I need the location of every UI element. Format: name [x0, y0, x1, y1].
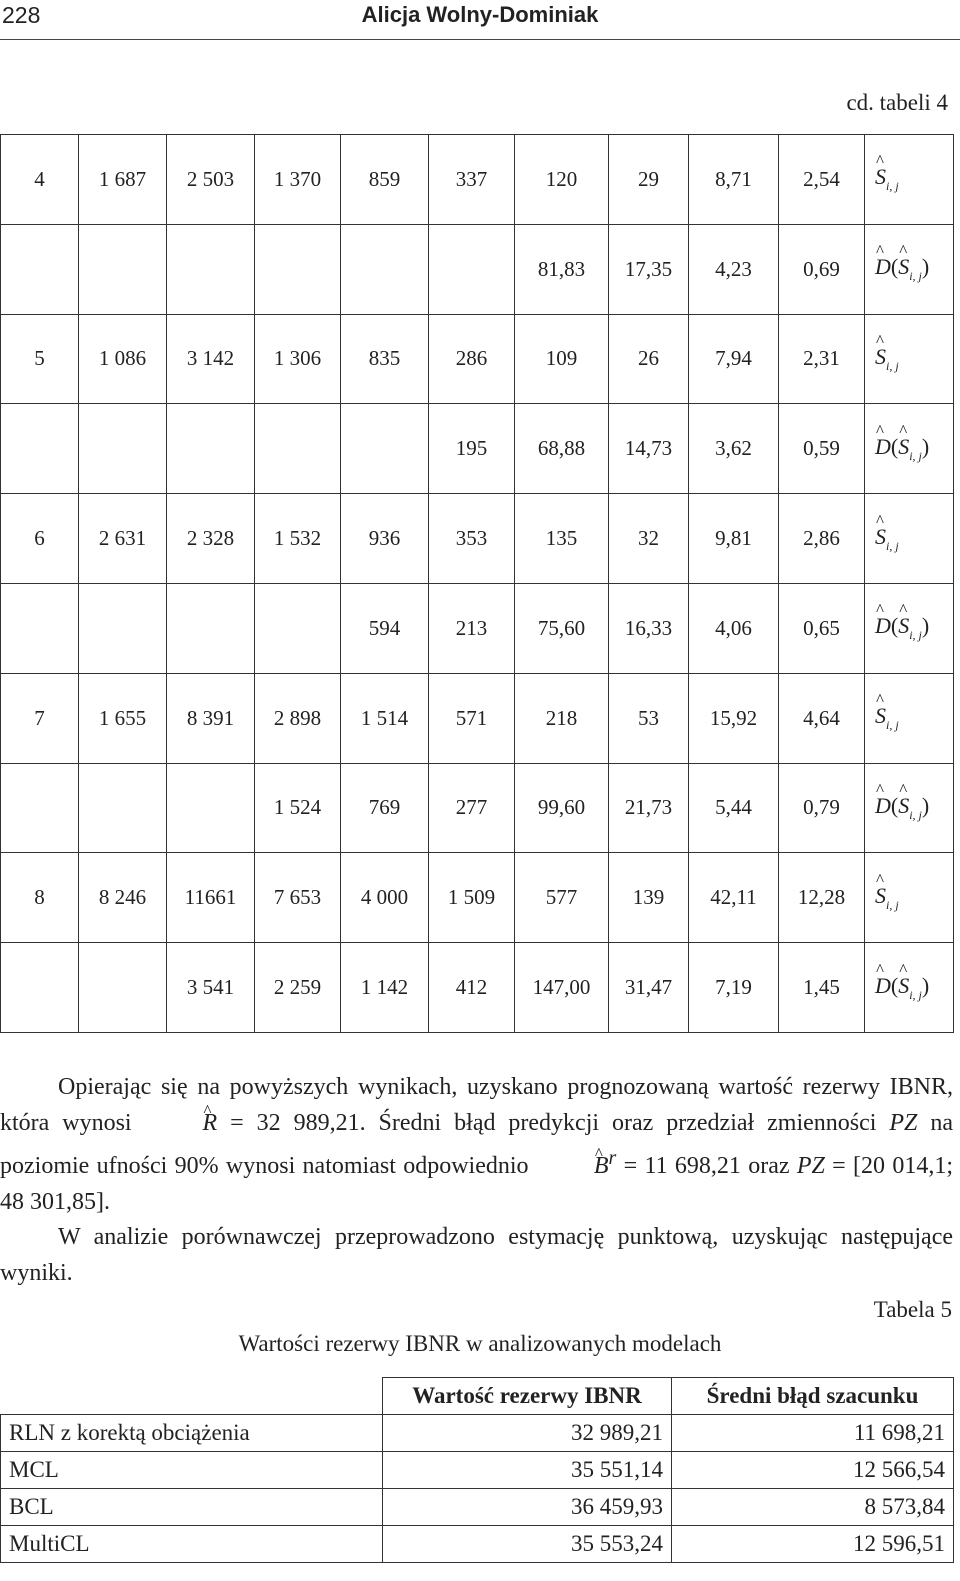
estimate-symbol — [865, 494, 954, 584]
table-row — [1, 314, 954, 404]
estimates-table — [0, 134, 954, 1033]
error-value: 12 566,54 — [672, 1452, 954, 1489]
table-cell: 3 142 — [167, 314, 255, 404]
variance-symbol: ^ D(^ $S_{i, j}$) — [865, 763, 954, 853]
subscript: i, j — [886, 538, 899, 553]
subscript: i, j — [909, 628, 922, 643]
d-hat: ^ D — [875, 434, 891, 460]
table-cell — [167, 763, 255, 853]
table-cell: 42,11 — [689, 853, 779, 943]
table-cell — [167, 404, 255, 494]
table-cell: 1 532 — [255, 494, 341, 584]
table-cell: 15,92 — [689, 673, 779, 763]
table-cell: 936 — [341, 494, 429, 584]
subscript: i, j — [909, 987, 922, 1002]
page-header — [0, 0, 960, 40]
table-cell: 8 391 — [167, 673, 255, 763]
subscript: i, j — [909, 269, 922, 284]
table-cell: 577 — [515, 853, 609, 943]
table-cell: 2 631 — [79, 494, 167, 584]
reserve-value: 35 551,14 — [383, 1452, 672, 1489]
table-cell: 9,81 — [689, 494, 779, 584]
table-cell: 1 514 — [341, 673, 429, 763]
error-value: 11 698,21 — [672, 1415, 954, 1452]
page-number: 228 — [2, 2, 41, 28]
table-row — [1, 583, 954, 673]
table-cell: 4,64 — [779, 673, 865, 763]
d-hat: ^ D — [875, 973, 891, 999]
header-reserve: Wartość rezerwy IBNR — [383, 1378, 672, 1415]
table-cell: 2,86 — [779, 494, 865, 584]
summary-table — [0, 1377, 954, 1563]
row-label — [1, 763, 79, 853]
table-cell: 135 — [515, 494, 609, 584]
table-row — [1, 763, 954, 853]
s-hat: ^ S — [898, 254, 909, 280]
table-cell: 139 — [609, 853, 689, 943]
s-hat: ^ S — [875, 164, 886, 190]
table-cell: 7,19 — [689, 943, 779, 1033]
header-blank — [1, 1378, 383, 1415]
table-cell: 7,94 — [689, 314, 779, 404]
estimate-symbol — [865, 853, 954, 943]
row-label: 6 — [1, 494, 79, 584]
table-cell: 286 — [429, 314, 515, 404]
table-cell: 0,59 — [779, 404, 865, 494]
estimate-symbol — [865, 314, 954, 404]
table-row — [1, 135, 954, 225]
s-hat: ^ S — [875, 883, 886, 909]
table-cell: 2 259 — [255, 943, 341, 1033]
text-run: = [20 014,1; 48 301,85]. — [0, 1153, 953, 1215]
model-name: MCL — [1, 1452, 383, 1489]
pz-symbol: PZ — [796, 1153, 825, 1179]
model-name: MultiCL — [1, 1526, 383, 1563]
table-cell: 2 503 — [167, 135, 255, 225]
table-cell: 277 — [429, 763, 515, 853]
estimate-symbol — [865, 673, 954, 763]
table-cell: 769 — [341, 763, 429, 853]
header-error: Średni błąd szacunku — [672, 1378, 954, 1415]
table-cell: 0,65 — [779, 583, 865, 673]
table-label: Tabela 5 — [873, 1297, 952, 1322]
table-cell: 12,28 — [779, 853, 865, 943]
table-cell — [167, 224, 255, 314]
s-hat: ^ S — [898, 973, 909, 999]
d-hat: ^ D — [875, 254, 891, 280]
s-hat: ^ S — [898, 434, 909, 460]
text-run: na poziomie ufności 90% wynosi natomiast odpowiednio — [0, 1109, 953, 1179]
paragraph-results — [0, 1070, 953, 1220]
model-name: BCL — [1, 1489, 383, 1526]
row-label — [1, 943, 79, 1033]
table-cell: 213 — [429, 583, 515, 673]
table-cell — [79, 763, 167, 853]
table-cell: 4 000 — [341, 853, 429, 943]
table-cell — [167, 583, 255, 673]
b-hat-symbol: ^ B — [536, 1149, 609, 1185]
table-cell: 4,06 — [689, 583, 779, 673]
table-cell: 218 — [515, 673, 609, 763]
table-cell: 2 328 — [167, 494, 255, 584]
table-cell: 337 — [429, 135, 515, 225]
table-cell: 16,33 — [609, 583, 689, 673]
table-cell: 2 898 — [255, 673, 341, 763]
table-row — [1, 494, 954, 584]
table-cell: 17,35 — [609, 224, 689, 314]
table-cell: 1 509 — [429, 853, 515, 943]
s-hat: ^ S — [898, 613, 909, 639]
table-cell — [429, 224, 515, 314]
table-cell: 99,60 — [515, 763, 609, 853]
table-cell — [79, 943, 167, 1033]
s-hat: ^ S — [875, 524, 886, 550]
subscript: i, j — [886, 718, 899, 733]
table-cell: 1 142 — [341, 943, 429, 1033]
subscript: i, j — [886, 179, 899, 194]
table-cell: 5,44 — [689, 763, 779, 853]
table-cell: 7 653 — [255, 853, 341, 943]
table-row — [1, 224, 954, 314]
table-cell: 3,62 — [689, 404, 779, 494]
row-label — [1, 583, 79, 673]
subscript: i, j — [909, 807, 922, 822]
row-label: 5 — [1, 314, 79, 404]
table-cell: 0,69 — [779, 224, 865, 314]
text-run: = 11 698,21 oraz — [616, 1153, 797, 1179]
table-cell: 53 — [609, 673, 689, 763]
estimate-symbol — [865, 135, 954, 225]
subscript: i, j — [886, 897, 899, 912]
table-cell: 147,00 — [515, 943, 609, 1033]
table-cell: 835 — [341, 314, 429, 404]
table-cell — [79, 404, 167, 494]
paragraph-comparison: W analizie porównawczej przeprowadzono estymację punktową, uzyskując następujące wyniki. — [0, 1224, 953, 1286]
table-cell: 26 — [609, 314, 689, 404]
error-value: 8 573,84 — [672, 1489, 954, 1526]
summary-row — [1, 1452, 954, 1489]
table-cell: 4,23 — [689, 224, 779, 314]
table-cell: 353 — [429, 494, 515, 584]
d-hat: ^ D — [875, 793, 891, 819]
table-cell: 1 306 — [255, 314, 341, 404]
table-cell: 75,60 — [515, 583, 609, 673]
table-cell: 11661 — [167, 853, 255, 943]
table-cell: 1 370 — [255, 135, 341, 225]
table-cell: 81,83 — [515, 224, 609, 314]
b-superscript: r — [608, 1147, 617, 1169]
variance-symbol: ^ D(^ $S_{i, j}$) — [865, 404, 954, 494]
table-cell — [255, 224, 341, 314]
table-cell: 1 524 — [255, 763, 341, 853]
table-cell — [79, 224, 167, 314]
table-cell: 2,54 — [779, 135, 865, 225]
subscript: i, j — [909, 448, 922, 463]
variance-symbol: ^ D(^ $S_{i, j}$) — [865, 583, 954, 673]
reserve-value: 35 553,24 — [383, 1526, 672, 1563]
table-cell: 21,73 — [609, 763, 689, 853]
table-row — [1, 943, 954, 1033]
table-cell — [79, 583, 167, 673]
text-run: Opierając się na powyższych wynikach, uzyskano prognozowaną wartość rezerwy IBNR, która wynosi — [0, 1074, 953, 1136]
table-cell: 1 086 — [79, 314, 167, 404]
subscript: i, j — [886, 358, 899, 373]
table-cell: 412 — [429, 943, 515, 1033]
table-cell — [341, 224, 429, 314]
pz-symbol: PZ — [889, 1109, 918, 1136]
model-name: RLN z korektą obciążenia — [1, 1415, 383, 1452]
table-row — [1, 673, 954, 763]
table-cell — [255, 583, 341, 673]
summary-header-row — [1, 1378, 954, 1415]
error-value: 12 596,51 — [672, 1526, 954, 1563]
table-cell: 120 — [515, 135, 609, 225]
variance-symbol: ^ D(^ $S_{i, j}$) — [865, 224, 954, 314]
table-cell: 14,73 — [609, 404, 689, 494]
table-cell: 2,31 — [779, 314, 865, 404]
table-row — [1, 853, 954, 943]
row-label: 8 — [1, 853, 79, 943]
table-cell: 32 — [609, 494, 689, 584]
reserve-value: 36 459,93 — [383, 1489, 672, 1526]
table-cell — [255, 404, 341, 494]
table-cell: 195 — [429, 404, 515, 494]
row-label: 7 — [1, 673, 79, 763]
table-cell: 0,79 — [779, 763, 865, 853]
table-cell — [341, 404, 429, 494]
s-hat: ^ S — [898, 793, 909, 819]
table-cell: 68,88 — [515, 404, 609, 494]
table-cell: 8 246 — [79, 853, 167, 943]
body-text — [0, 1070, 953, 1291]
r-hat-symbol: ^ R — [145, 1106, 218, 1142]
variance-symbol: ^ D(^ $S_{i, j}$) — [865, 943, 954, 1033]
s-hat: ^ S — [875, 703, 886, 729]
table-row — [1, 404, 954, 494]
table-cell: 8,71 — [689, 135, 779, 225]
table-cell: 1 687 — [79, 135, 167, 225]
table-cell: 109 — [515, 314, 609, 404]
table-cell: 3 541 — [167, 943, 255, 1033]
d-hat: ^ D — [875, 613, 891, 639]
row-label — [1, 224, 79, 314]
reserve-value: 32 989,21 — [383, 1415, 672, 1452]
s-hat: ^ S — [875, 344, 886, 370]
table-continuation-label: cd. tabeli 4 — [846, 90, 948, 115]
row-label — [1, 404, 79, 494]
table-cell: 1,45 — [779, 943, 865, 1033]
summary-row — [1, 1415, 954, 1452]
table-cell: 859 — [341, 135, 429, 225]
table-cell: 594 — [341, 583, 429, 673]
running-author: Alicja Wolny-Dominiak — [361, 2, 599, 27]
summary-row — [1, 1489, 954, 1526]
table-cell: 1 655 — [79, 673, 167, 763]
table-caption: Wartości rezerwy IBNR w analizowanych modelach — [238, 1331, 722, 1356]
summary-row — [1, 1526, 954, 1563]
table-cell: 31,47 — [609, 943, 689, 1033]
table-cell: 29 — [609, 135, 689, 225]
table-cell: 571 — [429, 673, 515, 763]
text-run: = 32 989,21. Średni błąd predykcji oraz przedział zmienności — [217, 1109, 890, 1136]
row-label: 4 — [1, 135, 79, 225]
